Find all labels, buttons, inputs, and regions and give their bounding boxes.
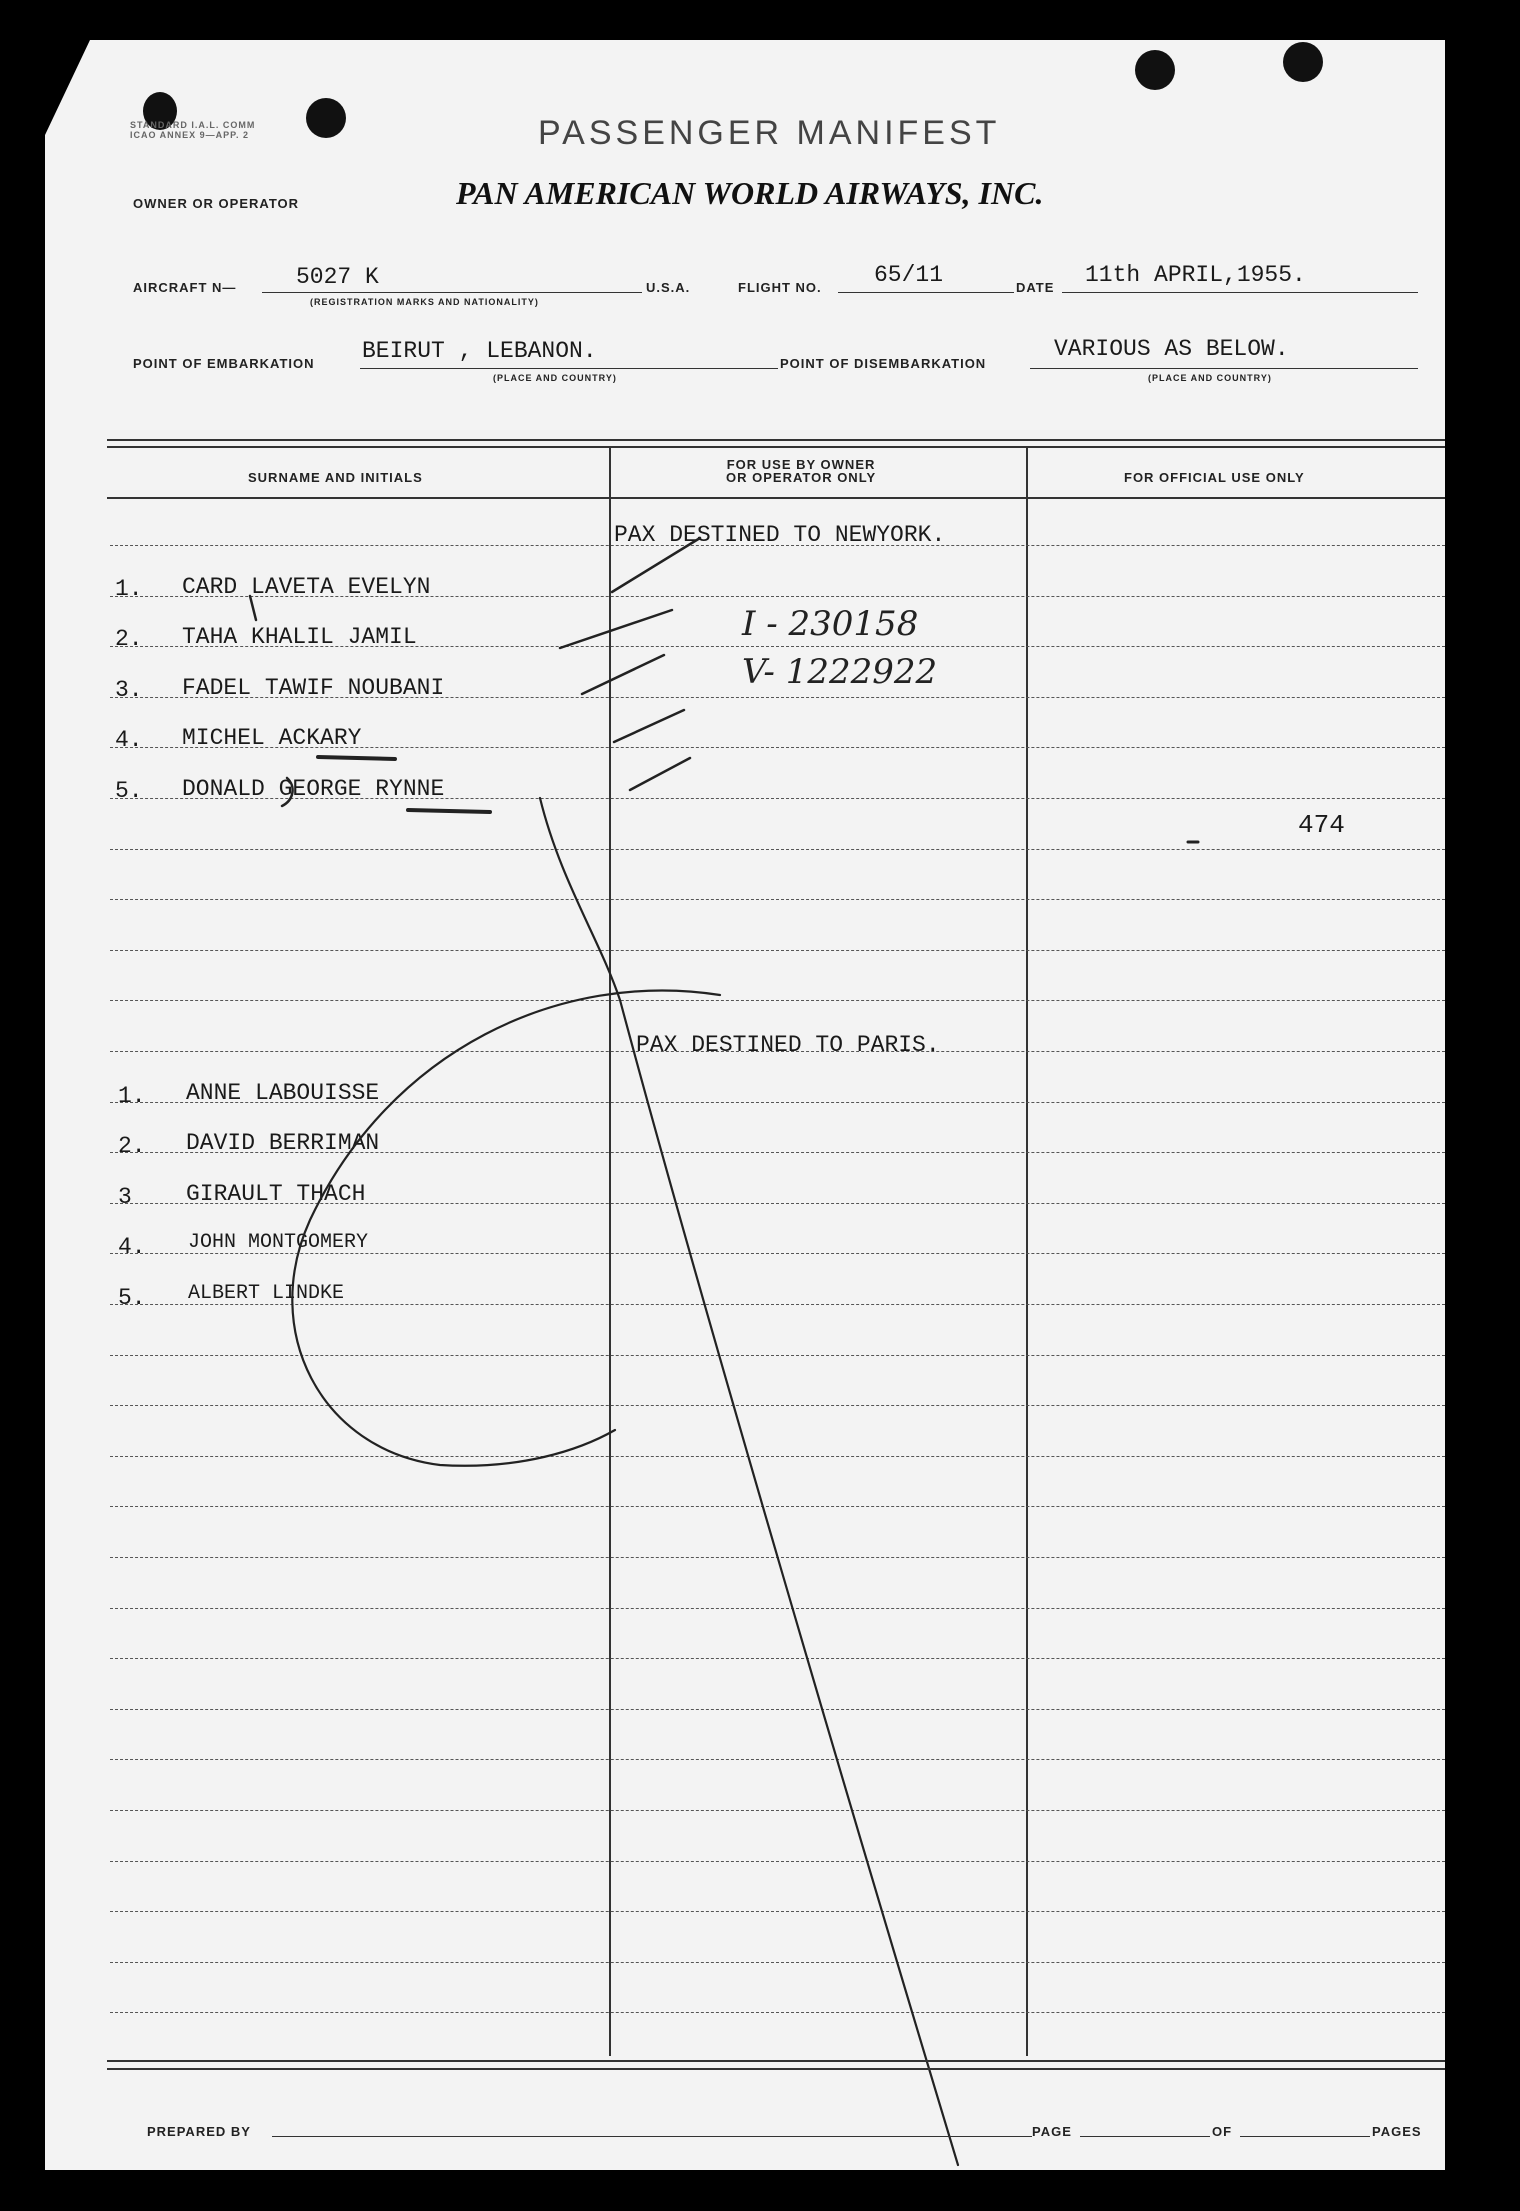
flight-label: FLIGHT NO.	[738, 280, 822, 295]
column-header-owner-use-line: OR OPERATOR ONLY	[726, 470, 877, 485]
prepared-by-underline	[272, 2136, 1032, 2137]
table-bottom-rule	[107, 2068, 1445, 2070]
loop-stroke	[292, 991, 720, 1466]
airline-name: PAN AMERICAN WORLD AIRWAYS, INC.	[456, 175, 1044, 211]
disembarkation-value: VARIOUS AS BELOW.	[1054, 336, 1289, 362]
disembarkation-note: (PLACE AND COUNTRY)	[1148, 373, 1272, 383]
name-underline	[408, 810, 490, 812]
passenger-name: JOHN MONTGOMERY	[188, 1231, 369, 1254]
embarkation-label: POINT OF EMBARKATION	[133, 356, 315, 371]
column-header-owner-use-line: FOR USE BY OWNER	[726, 457, 876, 472]
passenger-name: GIRAULT THACH	[186, 1181, 366, 1207]
disembarkation-label: POINT OF DISEMBARKATION	[780, 356, 987, 371]
registration-note: (REGISTRATION MARKS AND NATIONALITY)	[310, 297, 539, 307]
name-tick	[250, 596, 256, 620]
pages-label: PAGES	[1372, 2124, 1422, 2139]
passenger-name: DAVID BERRIMAN	[186, 1130, 380, 1156]
passenger-number: 5.	[115, 778, 143, 804]
passenger-number: 3.	[115, 677, 143, 703]
passenger-name: DONALD GEORGE RYNNE	[182, 776, 445, 802]
name-bracket	[282, 778, 293, 806]
passenger-name: ANNE LABOUISSE	[186, 1080, 380, 1106]
date-label: DATE	[1016, 280, 1055, 295]
check-mark	[582, 655, 664, 694]
group-heading: PAX DESTINED TO NEWYORK.	[614, 522, 946, 548]
passenger-number: 1.	[118, 1083, 146, 1109]
embarkation-note: (PLACE AND COUNTRY)	[493, 373, 617, 383]
check-mark	[560, 610, 672, 648]
page-title: PASSENGER MANIFEST	[538, 114, 1001, 152]
of-underline	[1240, 2136, 1370, 2137]
name-underline	[318, 757, 395, 759]
usa-label: U.S.A.	[646, 280, 691, 295]
passenger-name: MICHEL ACKARY	[182, 725, 362, 751]
check-mark	[630, 758, 690, 790]
prepared-by-label: PREPARED BY	[147, 2124, 251, 2139]
passenger-name: CARD LAVETA EVELYN	[182, 574, 431, 600]
handwritten-note: I - 230158	[742, 604, 919, 644]
page-label: PAGE	[1032, 2124, 1072, 2139]
passenger-number: 3	[118, 1184, 132, 1210]
long-stroke	[540, 798, 958, 2165]
passenger-name: TAHA KHALIL JAMIL	[182, 624, 417, 650]
check-mark	[612, 538, 700, 592]
column-header-surname: SURNAME AND INITIALS	[248, 470, 423, 485]
embarkation-value: BEIRUT , LEBANON.	[362, 338, 597, 364]
page-underline	[1080, 2136, 1210, 2137]
passenger-number: 1.	[115, 576, 143, 602]
passenger-number: 4.	[115, 727, 143, 753]
check-mark	[614, 710, 684, 742]
of-label: OF	[1212, 2124, 1233, 2139]
date-value: 11th APRIL,1955.	[1085, 262, 1306, 288]
column-header-official: FOR OFFICIAL USE ONLY	[1124, 470, 1305, 485]
group-heading: PAX DESTINED TO PARIS.	[636, 1032, 940, 1058]
passenger-number: 2.	[118, 1133, 146, 1159]
table-bottom-rule	[107, 2060, 1445, 2062]
passenger-number: 4.	[118, 1234, 146, 1260]
official-number: 474	[1298, 810, 1345, 840]
corner-stamp-line: STANDARD I.A.L. COMM	[130, 120, 256, 130]
handwritten-note: V- 1222922	[742, 652, 938, 692]
corner-stamp-line: ICAO ANNEX 9—APP. 2	[130, 130, 250, 140]
passenger-number: 5.	[118, 1285, 146, 1311]
passenger-number: 2.	[115, 626, 143, 652]
aircraft-value: 5027 K	[296, 264, 379, 290]
passenger-name: ALBERT LINDKE	[188, 1282, 345, 1305]
flight-value: 65/11	[874, 262, 944, 288]
aircraft-label: AIRCRAFT N—	[133, 280, 237, 295]
passenger-name: FADEL TAWIF NOUBANI	[182, 675, 445, 701]
owner-label: OWNER OR OPERATOR	[133, 196, 300, 211]
